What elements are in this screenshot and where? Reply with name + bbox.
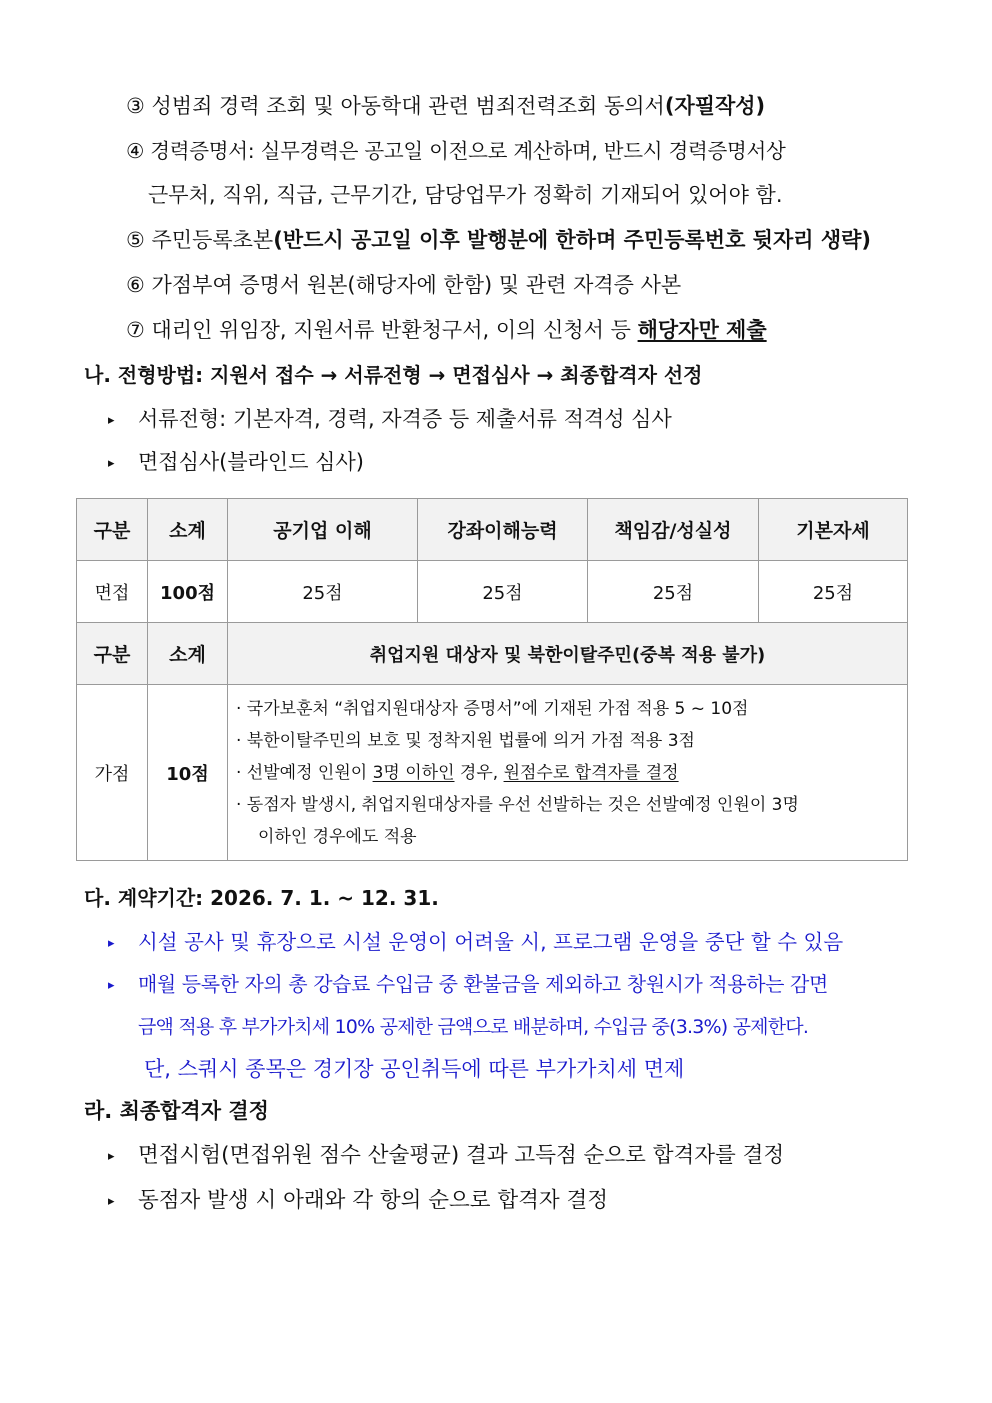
interview-score: 25점 — [588, 561, 759, 623]
bonus-line-3: · 선발예정 인원이 3명 이하인 경우, 원점수로 합격자를 결정 — [236, 762, 679, 783]
section-na-bullet-1: ▸ 서류전형: 기본자격, 경력, 자격증 등 제출서류 적격성 심사 — [108, 405, 672, 435]
header-subtotal: 소계 — [148, 499, 228, 561]
section-da-bullet-1: ▸ 시설 공사 및 휴장으로 시설 운영이 어려울 시, 프로그램 운영을 중단 할 수 있음 — [108, 928, 843, 958]
header-lecture-ability: 강좌이해능력 — [418, 499, 588, 561]
section-da-heading: 다. 계약기간: 2026. 7. 1. ~ 12. 31. — [84, 886, 439, 910]
bullet-triangle-icon: ▸ — [108, 1149, 115, 1164]
interview-label: 면접 — [77, 561, 148, 623]
doc-item-7: ⑦ 대리인 위임장, 지원서류 반환청구서, 이의 신청서 등 해당자만 제출 — [126, 318, 767, 342]
bonus-label: 가점 — [77, 685, 148, 861]
section-ra-bullet-1: ▸ 면접시험(면접위원 점수 산술평균) 결과 고득점 순으로 합격자를 결정 — [108, 1142, 784, 1171]
interview-score: 25점 — [759, 561, 908, 623]
bullet-triangle-icon: ▸ — [108, 1194, 115, 1209]
interview-total: 100점 — [148, 561, 228, 623]
bonus-details — [228, 685, 908, 861]
score-table — [76, 498, 908, 861]
header-category: 구분 — [77, 499, 148, 561]
section-ra-bullet-2: ▸ 동점자 발생 시 아래와 각 항의 순으로 합격자 결정 — [108, 1187, 608, 1216]
interview-score: 25점 — [418, 561, 588, 623]
section-na-bullet-2: ▸ 면접심사(블라인드 심사) — [108, 448, 364, 478]
doc-item-4-line2: 근무처, 직위, 직급, 근무기간, 담당업무가 정확히 기재되어 있어야 함. — [148, 183, 783, 207]
bullet-triangle-icon: ▸ — [108, 936, 115, 951]
table-header-row-2 — [77, 623, 908, 685]
header-public-enterprise: 공기업 이해 — [228, 499, 418, 561]
header-category-2: 구분 — [77, 623, 148, 685]
bonus-total: 10점 — [148, 685, 228, 861]
section-da-bullet-2-line2: 금액 적용 후 부가가치세 10% 공제한 금액으로 배분하며, 수입금 중(3.3%) 공제한다. — [138, 1016, 809, 1038]
section-da-bullet-2-line1: ▸ 매월 등록한 자의 총 강습료 수입금 중 환불금을 제외하고 창원시가 적용하는 감면 — [108, 970, 828, 1000]
table-header-row — [77, 499, 908, 561]
bonus-line-2: · 북한이탈주민의 보호 및 정착지원 법률에 의거 가점 적용 3점 — [236, 730, 695, 751]
bullet-triangle-icon: ▸ — [108, 413, 115, 428]
header-bonus-target: 취업지원 대상자 및 북한이탈주민(중복 적용 불가) — [228, 623, 908, 685]
table-row-bonus — [77, 685, 908, 861]
bullet-triangle-icon: ▸ — [108, 456, 115, 471]
table-row-interview — [77, 561, 908, 623]
bonus-line-4: · 동점자 발생시, 취업지원대상자를 우선 선발하는 것은 선발예정 인원이 3명 — [236, 794, 799, 815]
doc-item-4-line1: ④ 경력증명서: 실무경력은 공고일 이전으로 계산하며, 반드시 경력증명서상 — [126, 139, 786, 163]
section-da-bullet-2-line3: 단, 스쿼시 종목은 경기장 공인취득에 따른 부가가치세 면제 — [144, 1057, 685, 1081]
doc-item-5: ⑤ 주민등록초본(반드시 공고일 이후 발행분에 한하며 주민등록번호 뒷자리 생략) — [126, 228, 872, 252]
header-subtotal-2: 소계 — [148, 623, 228, 685]
bonus-line-5: 이하인 경우에도 적용 — [258, 826, 417, 847]
header-attitude: 기본자세 — [759, 499, 908, 561]
header-responsibility: 책임감/성실성 — [588, 499, 759, 561]
bullet-triangle-icon: ▸ — [108, 978, 115, 993]
section-na-heading: 나. 전형방법: 지원서 접수 → 서류전형 → 면접심사 → 최종합격자 선정 — [84, 363, 703, 387]
bonus-line-1: · 국가보훈처 “취업지원대상자 증명서”에 기재된 가점 적용 5 ~ 10점 — [236, 698, 749, 719]
section-ra-heading: 라. 최종합격자 결정 — [84, 1099, 269, 1123]
interview-score: 25점 — [228, 561, 418, 623]
doc-item-3: ③ 성범죄 경력 조회 및 아동학대 관련 범죄전력조회 동의서(자필작성) — [126, 94, 766, 118]
doc-item-6: ⑥ 가점부여 증명서 원본(해당자에 한함) 및 관련 자격증 사본 — [126, 273, 682, 297]
